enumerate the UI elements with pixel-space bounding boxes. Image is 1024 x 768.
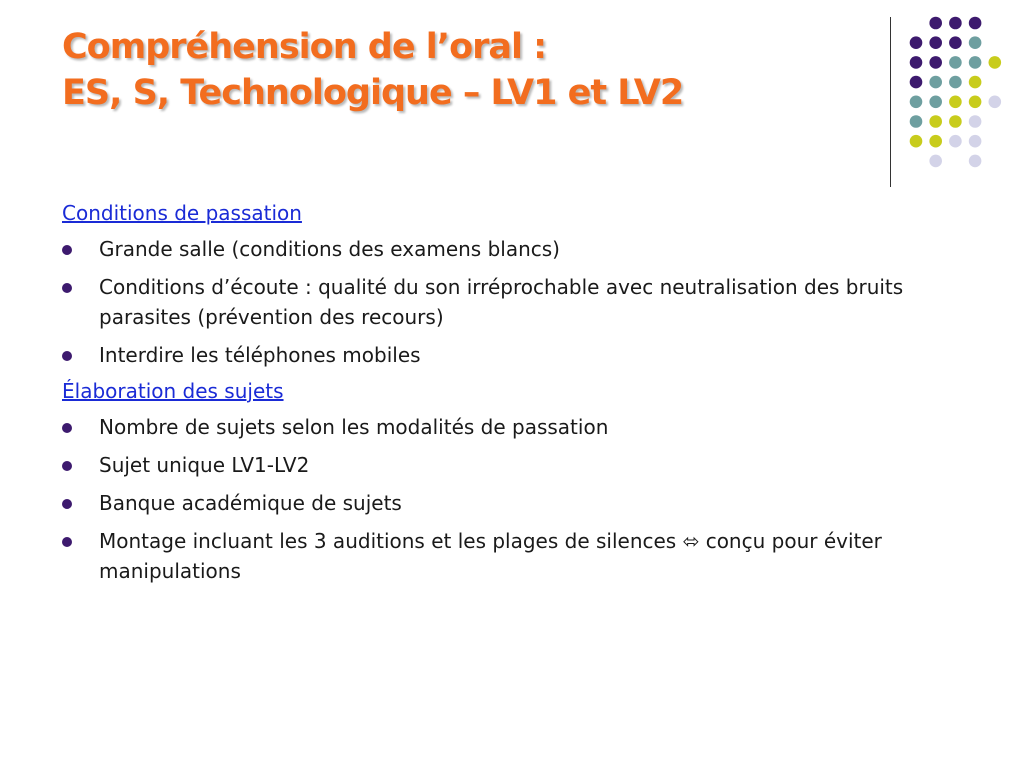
- decorative-dot: [910, 56, 923, 69]
- decorative-dot: [969, 135, 982, 148]
- bullet-dot-icon: [62, 245, 72, 255]
- decorative-dot: [949, 36, 962, 49]
- decorative-dot: [949, 76, 962, 89]
- bullet-text: Grande salle (conditions des examens blancs): [99, 237, 560, 261]
- bullet-text: Interdire les téléphones mobiles: [99, 343, 421, 367]
- decorative-dot: [929, 135, 942, 148]
- decorative-dot: [969, 56, 982, 69]
- decorative-dot: [949, 96, 962, 109]
- decorative-dot: [969, 76, 982, 89]
- decorative-dot: [949, 56, 962, 69]
- slide-title: [62, 24, 862, 116]
- decorative-dot: [949, 17, 962, 30]
- bullet-item: [62, 488, 954, 518]
- decorative-dot: [929, 17, 942, 30]
- section-conditions: [62, 200, 962, 370]
- decorative-dot: [929, 76, 942, 89]
- bullet-text: Conditions d’écoute : qualité du son irréprochable avec neutralisation des bruits parasites (prévention des recours): [99, 275, 904, 329]
- bullet-list-elaboration: [62, 412, 962, 586]
- decorative-dot: [949, 115, 962, 128]
- bullet-text: Banque académique de sujets: [99, 491, 402, 515]
- decorative-dot: [969, 36, 982, 49]
- decorative-dot: [910, 96, 923, 109]
- decorative-dot: [910, 36, 923, 49]
- bullet-dot-icon: [62, 423, 72, 433]
- bullet-text: Sujet unique LV1-LV2: [99, 453, 310, 477]
- bullet-text: Montage incluant les 3 auditions et les plages de silences ⬄ conçu pour éviter manipulations: [99, 529, 882, 583]
- decorative-dot: [929, 115, 942, 128]
- bullet-list-conditions: [62, 234, 962, 370]
- section-elaboration: [62, 378, 962, 586]
- decorative-dot: [910, 115, 923, 128]
- section-heading-conditions[interactable]: Conditions de passation: [62, 201, 302, 225]
- decorative-dot: [910, 76, 923, 89]
- slide-title-line-2: ES, S, Technologique – LV1 et LV2: [62, 73, 684, 113]
- bullet-item: [62, 450, 954, 480]
- bullet-item: [62, 412, 954, 442]
- bullet-dot-icon: [62, 537, 72, 547]
- decorative-dot: [929, 36, 942, 49]
- decorative-dot: [969, 17, 982, 30]
- decorative-dot: [969, 96, 982, 109]
- bullet-item: [62, 526, 954, 586]
- slide-body: [62, 200, 962, 594]
- bullet-dot-icon: [62, 461, 72, 471]
- decorative-dot: [929, 56, 942, 69]
- bullet-dot-icon: [62, 499, 72, 509]
- decorative-dot: [949, 135, 962, 148]
- decorative-dot: [969, 155, 982, 168]
- decorative-dot: [910, 135, 923, 148]
- slide-title-line-1: Compréhension de l’oral :: [62, 27, 547, 67]
- title-divider-line: [890, 17, 891, 187]
- bullet-dot-icon: [62, 283, 72, 293]
- decorative-dot: [929, 96, 942, 109]
- decorative-dot: [969, 115, 982, 128]
- bullet-dot-icon: [62, 351, 72, 361]
- decorative-dot: [929, 155, 942, 168]
- bullet-item: [62, 234, 954, 264]
- section-heading-elaboration[interactable]: Élaboration des sujets: [62, 379, 284, 403]
- bullet-text: Nombre de sujets selon les modalités de passation: [99, 415, 609, 439]
- bullet-item: [62, 340, 954, 370]
- decorative-dot: [989, 56, 1002, 69]
- bullet-item: [62, 272, 954, 332]
- decorative-dot: [989, 96, 1002, 109]
